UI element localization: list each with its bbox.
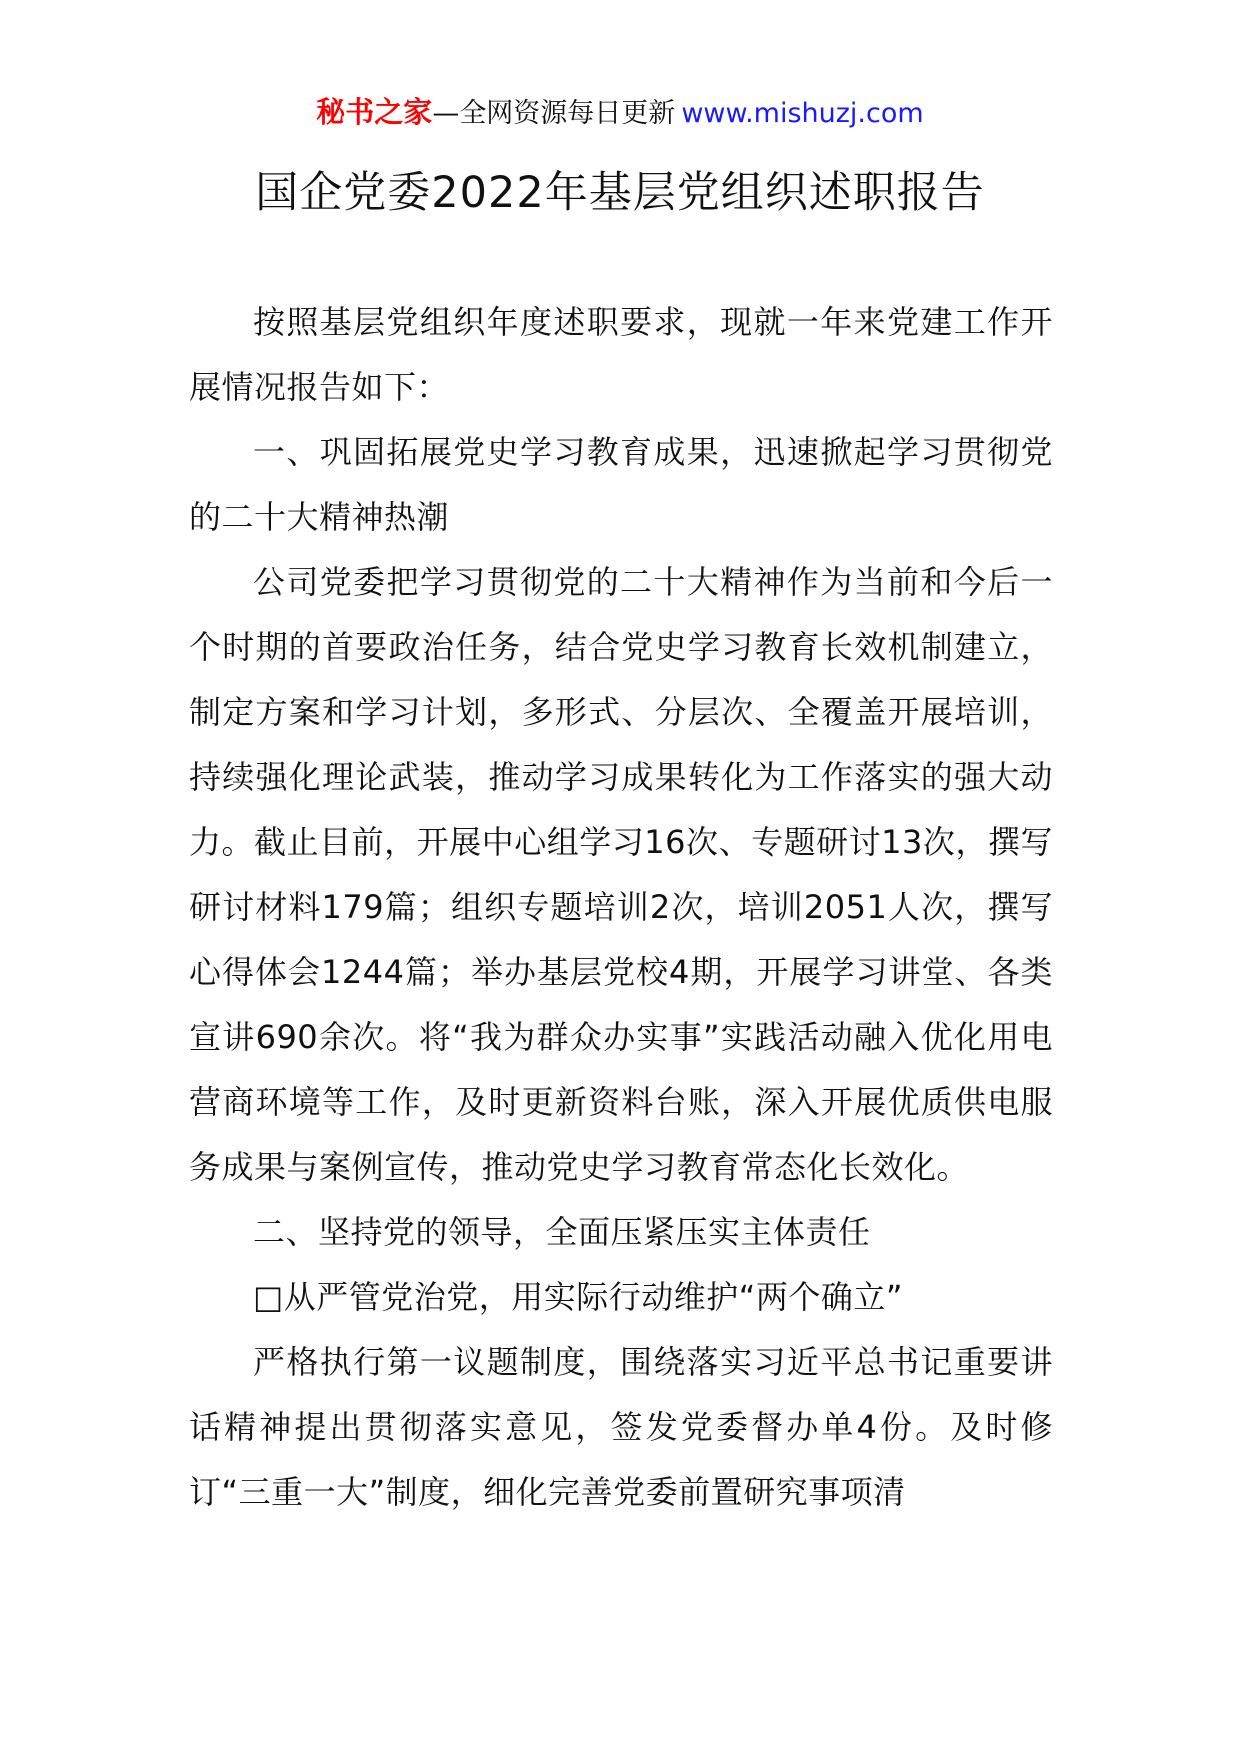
missing-glyph-icon: □ <box>253 1278 284 1316</box>
document-body <box>189 290 1053 1525</box>
intro-paragraph: 按照基层党组织年度述职要求，现就一年来党建工作开展情况报告如下： <box>189 303 1053 406</box>
site-url-link[interactable]: www.mishuzj.com <box>681 98 924 129</box>
header-slogan: —全网资源每日更新 <box>432 98 676 129</box>
body-paragraph: 公司党委把学习贯彻党的二十大精神作为当前和今后一个时期的首要政治任务，结合党史学习教育长效机制建立，制定方案和学习计划，多形式、分层次、全覆盖开展培训，持续强化理论武装，推动学习成果转化为工作落实的强大动力。截止目前，开展中心组学习16次、专题研讨13次，撰写研讨材料179篇；组织专题培训2次，培训2051人次，撰写心得体会1244篇；举办基层党校4期，开展学习讲堂、各类宣讲690余次。将“我为群众办实事”实践活动融入优化用电营商环境等工作，及时更新资料台账，深入开展优质供电服务成果与案例宣传，推动党史学习教育常态化长效化。 <box>189 563 1053 1186</box>
section-heading-2: 二、坚持党的领导，全面压紧压实主体责任 <box>253 1213 871 1251</box>
site-header <box>0 92 1240 134</box>
brand-name: 秘书之家 <box>316 95 433 129</box>
sub-heading <box>189 1265 1053 1330</box>
document-title: 国企党委2022年基层党组织述职报告 <box>255 168 985 218</box>
body-paragraph: 严格执行第一议题制度，围绕落实习近平总书记重要讲话精神提出贯彻落实意见，签发党委督办单4份。及时修订“三重一大”制度，细化完善党委前置研究事项清 <box>189 1343 1053 1511</box>
section-heading-1: 一、巩固拓展党史学习教育成果，迅速掀起学习贯彻党的二十大精神热潮 <box>189 433 1053 536</box>
sub-heading-text: 从严管党治党，用实际行动维护“两个确立” <box>283 1278 903 1316</box>
